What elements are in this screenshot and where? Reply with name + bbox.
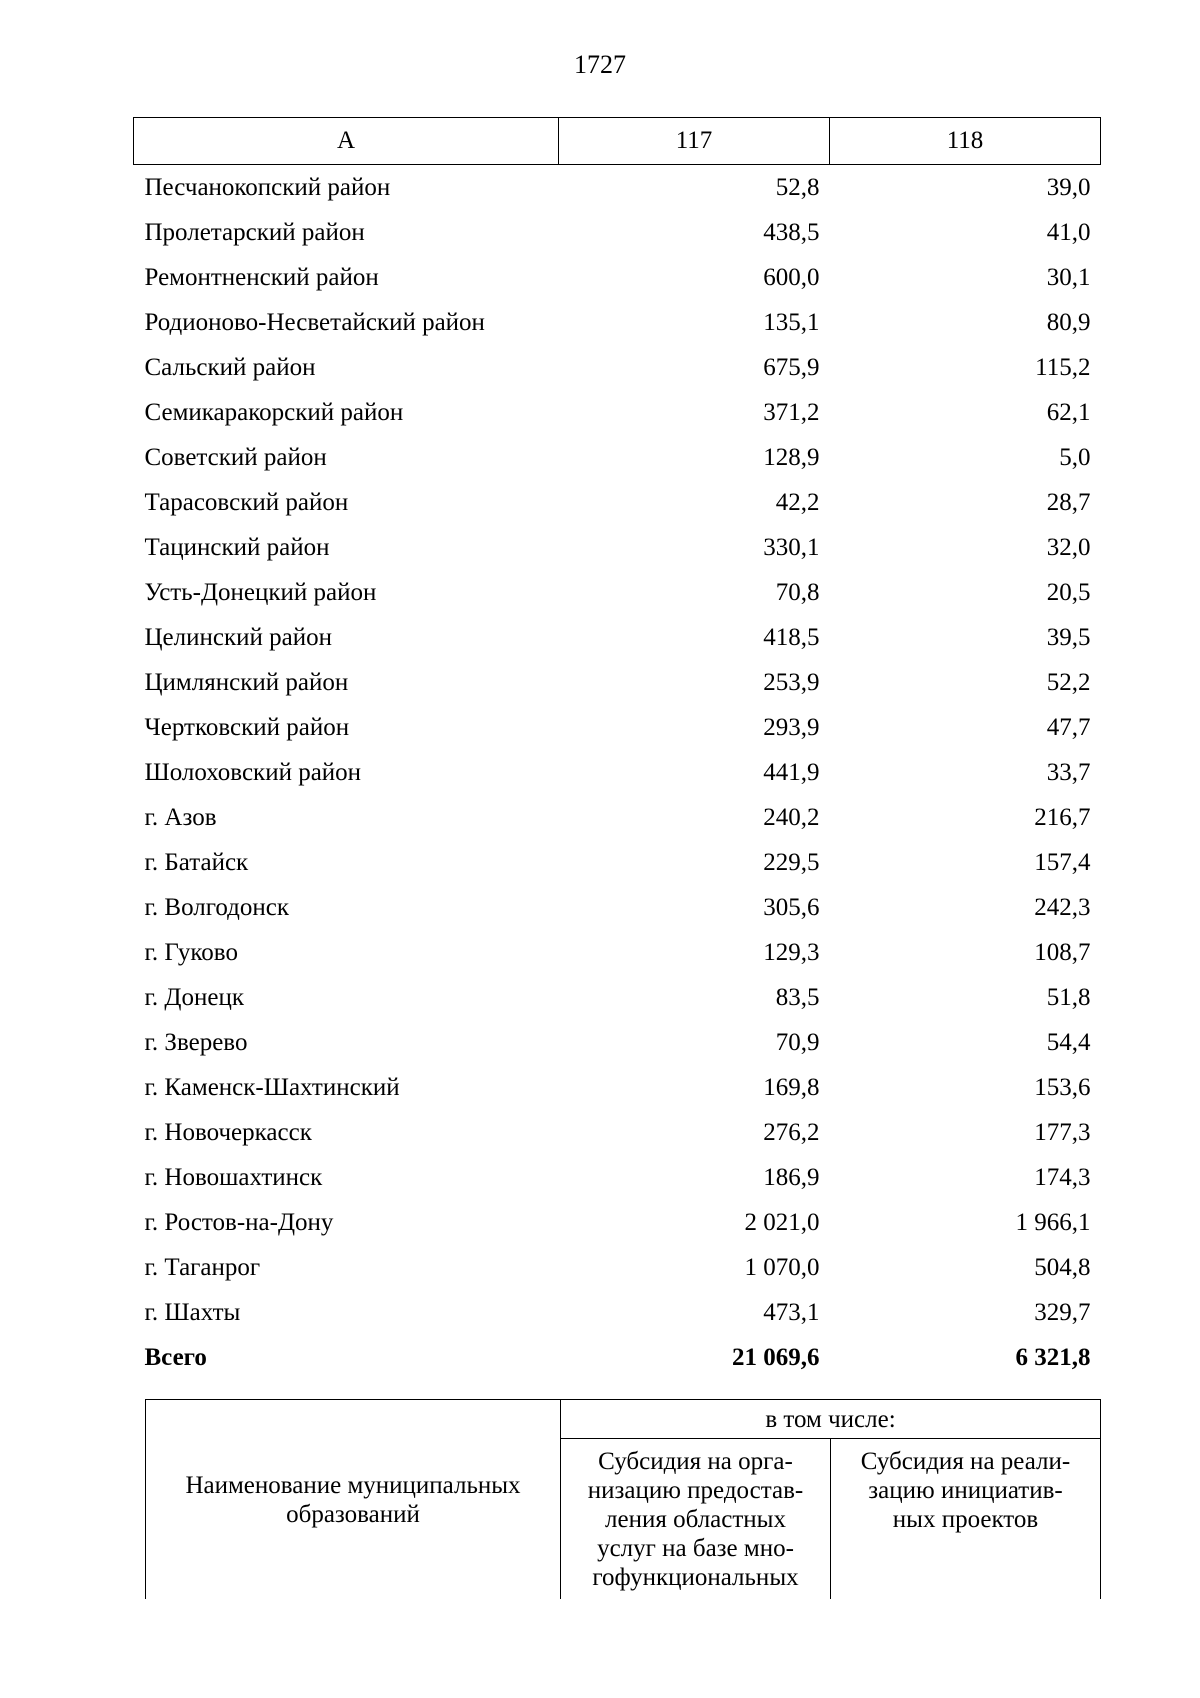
municipality-name: Всего: [144, 1343, 207, 1371]
value-118: 157,4: [1034, 848, 1091, 876]
value-117: 330,1: [763, 533, 820, 561]
municipality-name: Семикаракорский район: [144, 398, 404, 426]
value-118: 33,7: [1046, 758, 1091, 786]
value-117: 135,1: [763, 308, 820, 336]
table-row: [134, 660, 1101, 705]
value-118: 41,0: [1046, 218, 1091, 246]
value-118: 30,1: [1046, 263, 1091, 291]
municipality-name: г. Гуково: [144, 938, 238, 966]
municipality-name: Сальский район: [144, 353, 316, 381]
value-118: 5,0: [1059, 443, 1091, 471]
table-row: [134, 165, 1101, 211]
value-118: 216,7: [1034, 803, 1091, 831]
value-117: 186,9: [763, 1163, 820, 1191]
table-row: [134, 705, 1101, 750]
value-117: 438,5: [763, 218, 820, 246]
table-row: [134, 1245, 1101, 1290]
value-117: 1 070,0: [744, 1253, 820, 1281]
municipality-name: Усть-Донецкий район: [144, 578, 377, 606]
value-117: 293,9: [763, 713, 820, 741]
municipality-name: г. Ростов-на-Дону: [144, 1208, 334, 1236]
value-117: 129,3: [763, 938, 820, 966]
subsidy-mfc-header: Субсидия на орга- низацию предостав- ления областных услуг на базе мно- гофункциональных: [561, 1439, 831, 1600]
municipality-name: Песчанокопский район: [144, 173, 391, 201]
table-row: [134, 1065, 1101, 1110]
continuation-header-table: [145, 1399, 1101, 1599]
value-118: 28,7: [1046, 488, 1091, 516]
page-number: 1727: [574, 50, 626, 79]
municipality-name: г. Зверево: [144, 1028, 248, 1056]
value-117: 128,9: [763, 443, 820, 471]
value-118: 242,3: [1034, 893, 1091, 921]
value-117: 70,8: [775, 578, 820, 606]
table-row: [134, 525, 1101, 570]
value-118: 51,8: [1046, 983, 1091, 1011]
column-header-a: А: [134, 118, 559, 165]
table-row: [134, 570, 1101, 615]
table-row: [134, 930, 1101, 975]
value-118: 177,3: [1034, 1118, 1091, 1146]
municipality-name: Родионово-Несветайский район: [144, 308, 485, 336]
value-118: 115,2: [1035, 353, 1091, 381]
including-header: в том числе:: [561, 1400, 1101, 1439]
table-row: [134, 1020, 1101, 1065]
municipality-name: Ремонтненский район: [144, 263, 379, 291]
municipality-name: Пролетарский район: [144, 218, 365, 246]
value-118: 32,0: [1046, 533, 1091, 561]
municipality-name: Чертковский район: [144, 713, 350, 741]
value-118: 52,2: [1046, 668, 1091, 696]
value-118: 504,8: [1034, 1253, 1091, 1281]
table-row: [134, 300, 1101, 345]
table-row: [134, 1290, 1101, 1335]
table-row: [134, 345, 1101, 390]
value-117: 600,0: [763, 263, 820, 291]
value-117: 441,9: [763, 758, 820, 786]
municipality-name: г. Азов: [144, 803, 217, 831]
table-row: [134, 885, 1101, 930]
value-118: 174,3: [1034, 1163, 1091, 1191]
value-118: 62,1: [1046, 398, 1091, 426]
table-header-row: [134, 118, 1101, 165]
municipality-name: Шолоховский район: [144, 758, 362, 786]
table-body: [134, 165, 1101, 1381]
table-row: [134, 435, 1101, 480]
value-118: 108,7: [1034, 938, 1091, 966]
value-118: 6 321,8: [1015, 1343, 1091, 1371]
value-117: 2 021,0: [744, 1208, 820, 1236]
municipality-name: г. Таганрог: [144, 1253, 261, 1281]
municipality-name: г. Батайск: [144, 848, 249, 876]
table-row: [134, 210, 1101, 255]
value-117: 42,2: [775, 488, 820, 516]
table-row: [134, 750, 1101, 795]
value-118: 39,0: [1046, 173, 1091, 201]
subsidy-initiative-header: Субсидия на реали- зацию инициатив- ных проектов: [831, 1439, 1101, 1600]
total-row: [134, 1335, 1101, 1380]
municipality-name: Целинский район: [144, 623, 332, 651]
value-118: 329,7: [1034, 1298, 1091, 1326]
column-header-118: 118: [830, 118, 1101, 165]
data-table: [133, 117, 1101, 1380]
value-118: 54,4: [1046, 1028, 1091, 1056]
value-118: 20,5: [1046, 578, 1091, 606]
municipality-name: г. Новошахтинск: [144, 1163, 323, 1191]
table-row: [134, 975, 1101, 1020]
value-117: 240,2: [763, 803, 820, 831]
municipality-name: г. Шахты: [144, 1298, 241, 1326]
municipality-name: Тацинский район: [144, 533, 330, 561]
value-118: 153,6: [1034, 1073, 1091, 1101]
table-row: [134, 390, 1101, 435]
value-118: 39,5: [1046, 623, 1091, 651]
value-118: 80,9: [1046, 308, 1091, 336]
municipality-name: г. Волгодонск: [144, 893, 290, 921]
value-118: 47,7: [1046, 713, 1091, 741]
column-header-117: 117: [559, 118, 830, 165]
value-117: 253,9: [763, 668, 820, 696]
municipality-name: Тарасовский район: [144, 488, 349, 516]
value-117: 276,2: [763, 1118, 820, 1146]
value-117: 21 069,6: [732, 1343, 820, 1371]
municipality-name: Цимлянский район: [144, 668, 349, 696]
value-118: 1 966,1: [1015, 1208, 1091, 1236]
table-row: [134, 480, 1101, 525]
value-117: 371,2: [763, 398, 820, 426]
value-117: 473,1: [763, 1298, 820, 1326]
municipality-name: г. Новочеркасск: [144, 1118, 312, 1146]
value-117: 169,8: [763, 1073, 820, 1101]
table-row: [134, 795, 1101, 840]
table-row: [134, 1110, 1101, 1155]
value-117: 83,5: [775, 983, 820, 1011]
municipality-name-header: Наименование муниципальных образований: [146, 1400, 561, 1600]
municipality-name: г. Каменск-Шахтинский: [144, 1073, 400, 1101]
value-117: 229,5: [763, 848, 820, 876]
municipality-name: г. Донецк: [144, 983, 244, 1011]
table-row: [134, 1200, 1101, 1245]
table-row: [134, 840, 1101, 885]
table-row: [134, 255, 1101, 300]
value-117: 675,9: [763, 353, 820, 381]
municipality-name: Советский район: [144, 443, 327, 471]
table-row: [134, 1155, 1101, 1200]
value-117: 70,9: [775, 1028, 820, 1056]
value-117: 418,5: [763, 623, 820, 651]
value-117: 305,6: [763, 893, 820, 921]
value-117: 52,8: [775, 173, 820, 201]
table-row: [134, 615, 1101, 660]
